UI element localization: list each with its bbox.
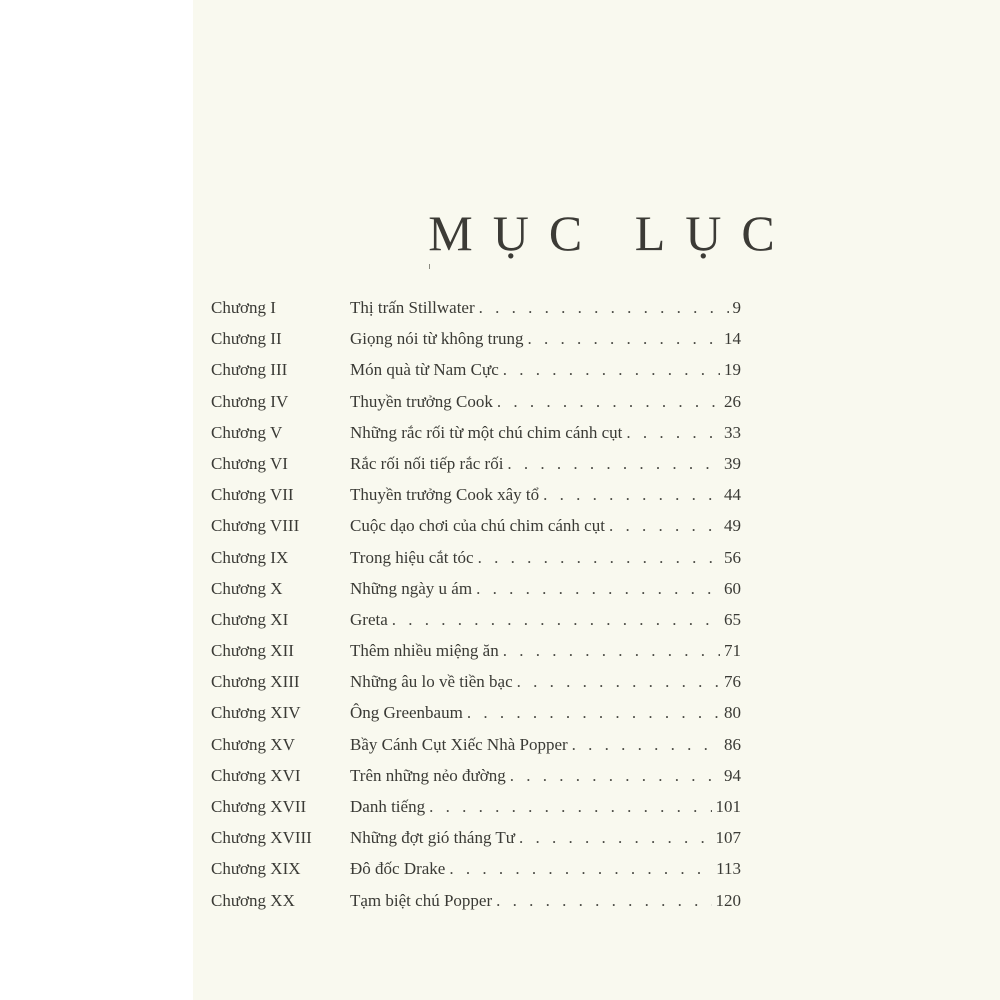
chapter-title: Thuyền trưởng Cook [350,391,493,411]
toc-entry [350,697,741,728]
toc-entry [350,666,741,697]
chapter-title: Những ngày u ám [350,578,473,598]
dot-leader [626,417,720,448]
dot-leader [528,323,720,354]
toc-entry [350,853,741,884]
dot-leader [510,760,720,791]
toc-row [211,666,741,697]
chapter-title: Trên những nẻo đường [350,765,506,785]
dot-leader [543,479,720,510]
toc-entry [350,479,741,510]
chapter-title: Trong hiệu cắt tóc [350,547,474,567]
page-number: 44 [724,485,741,505]
toc-row [211,386,741,417]
toc-entry [350,542,741,573]
dot-leader [507,448,720,479]
chapter-number: Chương III [211,360,288,380]
toc-row [211,729,741,760]
chapter-number: Chương XI [211,609,289,629]
toc-row [211,542,741,573]
toc-entry [350,510,741,541]
chapter-number: Chương XII [211,641,294,661]
toc-row [211,697,741,728]
toc-entry [350,635,741,666]
dot-leader [503,635,720,666]
chapter-number: Chương XVII [211,797,307,816]
chapter-title: Bầy Cánh Cụt Xiếc Nhà Popper [350,734,568,754]
toc-entry [350,573,741,604]
page-number: 56 [724,547,741,567]
toc-row [211,635,741,666]
page-number: 113 [716,859,741,879]
toc-entry [350,885,741,916]
chapter-number: Chương X [211,578,283,598]
toc-row [211,822,741,853]
chapter-number: Chương VII [211,485,294,505]
dot-leader [429,791,711,822]
page-number: 9 [732,298,741,317]
page-number: 76 [724,672,741,692]
chapter-title: Những rắc rối từ một chú chim cánh cụt [350,422,623,442]
toc-row [211,604,741,635]
chapter-number: Chương XVIII [211,828,312,848]
chapter-title: Giọng nói từ không trung [350,329,524,349]
toc-row [211,760,741,791]
page-title: MỤC LỤC [428,204,795,261]
dot-leader [449,853,712,884]
toc-row [211,323,741,354]
chapter-title: Rắc rối nối tiếp rắc rối [350,453,504,473]
dot-leader [467,697,720,728]
chapter-number: Chương V [211,422,283,442]
toc-row [211,417,741,448]
page-number: 86 [724,734,741,754]
toc-row [211,510,741,541]
page-number: 39 [724,453,741,473]
dot-leader [392,604,720,635]
chapter-title: Đô đốc Drake [350,859,446,879]
page-number: 71 [724,641,741,661]
page-number: 19 [724,360,741,380]
chapter-number: Chương XIV [211,703,301,723]
ornament-mark [429,264,430,269]
chapter-title: Món quà từ Nam Cực [350,360,499,380]
chapter-number: Chương VIII [211,516,300,536]
page-number: 14 [724,329,741,349]
toc-entry [350,354,741,385]
toc-row [211,354,741,385]
chapter-number: Chương II [211,329,282,349]
toc-row [211,479,741,510]
chapter-title: Greta [350,609,388,629]
toc-entry [350,417,741,448]
chapter-title: Những âu lo về tiền bạc [350,672,513,692]
toc-entry [350,822,741,853]
toc-entry [350,791,741,822]
chapter-number: Chương I [211,298,276,317]
chapter-number: Chương XV [211,734,295,754]
chapter-title: Danh tiếng [350,797,426,816]
dot-leader [572,729,720,760]
chapter-number: Chương XIX [211,859,301,879]
dot-leader [503,354,720,385]
chapter-number: Chương VI [211,453,288,473]
book-page [193,0,1000,1000]
page-number: 120 [715,890,741,910]
toc-row [211,448,741,479]
dot-leader [496,885,711,916]
page-number: 65 [724,609,741,629]
chapter-title: Cuộc dạo chơi của chú chim cánh cụt [350,516,605,536]
dot-leader [476,573,720,604]
chapter-number: Chương XIII [211,672,300,692]
chapter-title: Thuyền trưởng Cook xây tổ [350,485,540,505]
toc-row [211,885,741,916]
toc-entry [350,760,741,791]
chapter-title: Thêm nhiều miệng ăn [350,641,499,661]
toc-row [211,573,741,604]
toc-entry [350,729,741,760]
toc-entry [350,386,741,417]
chapter-title: Tạm biệt chú Popper [350,890,493,910]
chapter-number: Chương XVI [211,765,301,785]
dot-leader [609,510,720,541]
page-number: 26 [724,391,741,411]
chapter-title: Ông Greenbaum [350,703,463,723]
page-number: 33 [724,422,741,442]
table-of-contents [211,292,741,916]
dot-leader [519,822,712,853]
chapter-number: Chương XX [211,890,295,910]
page-number: 60 [724,578,741,598]
chapter-number: Chương IX [211,547,289,567]
dot-leader [517,666,720,697]
dot-leader [497,386,720,417]
toc-entry [350,604,741,635]
dot-leader [479,292,729,323]
toc-row [211,292,741,323]
toc-row [211,853,741,884]
page-number: 94 [724,765,741,785]
chapter-title: Thị trấn Stillwater [350,298,475,317]
toc-entry [350,323,741,354]
page-number: 80 [724,703,741,723]
dot-leader [478,542,720,573]
page-number: 101 [715,797,741,816]
toc-entry [350,292,741,323]
page-number: 49 [724,516,741,536]
chapter-number: Chương IV [211,391,289,411]
toc-entry [350,448,741,479]
toc-row [211,791,741,822]
page-number: 107 [715,828,741,848]
chapter-title: Những đợt gió tháng Tư [350,828,515,848]
